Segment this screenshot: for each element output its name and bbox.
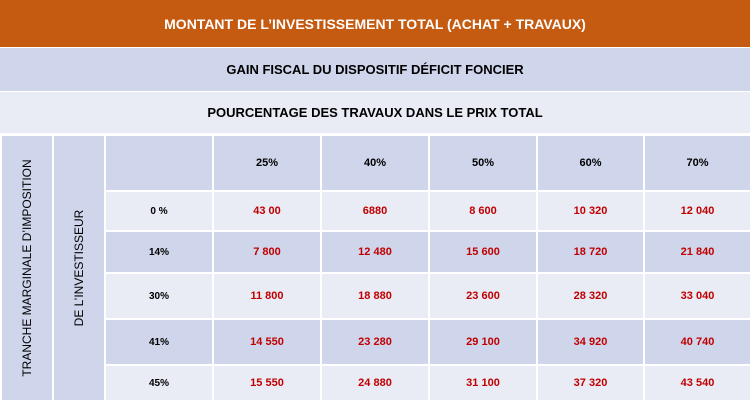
value-cell: 24 880: [321, 365, 429, 401]
value-cell: 23 280: [321, 319, 429, 365]
row-header-investisseur-label: DE L’INVESTISSEUR: [72, 209, 86, 327]
table-title: MONTANT DE L’INVESTISSEMENT TOTAL (ACHAT + TRAVAUX): [0, 0, 750, 48]
gain-table: [0, 134, 750, 402]
value-cell: 12 040: [644, 191, 750, 231]
value-cell: 21 840: [644, 231, 750, 273]
value-cell: 43 540: [644, 365, 750, 401]
value-cell: 14 550: [213, 319, 321, 365]
table-subtitle-gain: GAIN FISCAL DU DISPOSITIF DÉFICIT FONCIER: [0, 48, 750, 92]
value-cell: 18 720: [537, 231, 644, 273]
value-cell: 18 880: [321, 273, 429, 319]
row-header-tranche: [1, 135, 53, 401]
value-cell: 10 320: [537, 191, 644, 231]
column-header-40: 40%: [321, 135, 429, 191]
column-header-60: 60%: [537, 135, 644, 191]
table-row: [1, 191, 750, 231]
value-cell: 31 100: [429, 365, 537, 401]
rate-cell: 14%: [105, 231, 213, 273]
rate-cell: 45%: [105, 365, 213, 401]
value-cell: 23 600: [429, 273, 537, 319]
rate-cell: 0 %: [105, 191, 213, 231]
value-cell: 6880: [321, 191, 429, 231]
value-cell: 34 920: [537, 319, 644, 365]
table-row: [1, 231, 750, 273]
table-row: [1, 319, 750, 365]
column-header-25: 25%: [213, 135, 321, 191]
value-cell: 8 600: [429, 191, 537, 231]
value-cell: 15 550: [213, 365, 321, 401]
value-cell: 29 100: [429, 319, 537, 365]
value-cell: 15 600: [429, 231, 537, 273]
table-subtitle-percentage: POURCENTAGE DES TRAVAUX DANS LE PRIX TOTAL: [0, 92, 750, 134]
value-cell: 12 480: [321, 231, 429, 273]
column-header-50: 50%: [429, 135, 537, 191]
value-cell: 37 320: [537, 365, 644, 401]
value-cell: 11 800: [213, 273, 321, 319]
value-cell: 43 00: [213, 191, 321, 231]
column-header-70: 70%: [644, 135, 750, 191]
value-cell: 7 800: [213, 231, 321, 273]
row-header-tranche-label: TRANCHE MARGINALE D’IMPOSITION: [20, 159, 34, 377]
corner-cell: [105, 135, 213, 191]
table-row: [1, 273, 750, 319]
rate-cell: 30%: [105, 273, 213, 319]
table-row: [1, 365, 750, 401]
rate-cell: 41%: [105, 319, 213, 365]
value-cell: 28 320: [537, 273, 644, 319]
row-header-investisseur: [53, 135, 105, 401]
column-header-row: [1, 135, 750, 191]
value-cell: 40 740: [644, 319, 750, 365]
value-cell: 33 040: [644, 273, 750, 319]
